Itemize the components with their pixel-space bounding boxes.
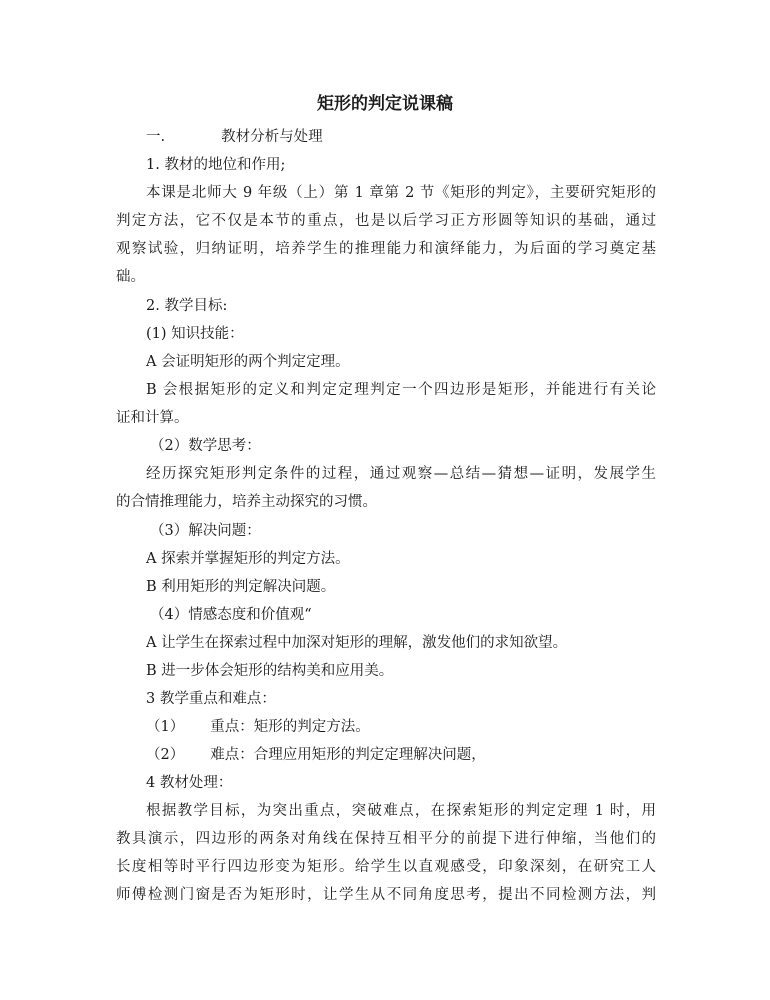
section-heading-1 — [146, 127, 323, 147]
subsection-heading: 1. 教材的地位和作用; — [146, 157, 286, 173]
paragraph-line: 础。 — [116, 269, 145, 285]
paragraph-line: 教具演示，四边形的两条对角线在保持互相平分的前提下进行伸缩，当他们的 — [116, 831, 656, 847]
item-text: 重点：矩形的判定方法。 — [210, 719, 370, 735]
list-item: B 进一步体会矩形的结构美和应用美。 — [146, 663, 394, 679]
subsection-heading: 3 教学重点和难点： — [146, 691, 276, 707]
paragraph-line: 观察试验，归纳证明，培养学生的推理能力和演绎能力，为后面的学习奠定基 — [116, 241, 656, 257]
list-item: A 让学生在探索过程中加深对矩形的理解，激发他们的求知欲望。 — [146, 635, 568, 651]
paragraph-line: 长度相等时平行四边形变为矩形。给学生以直观感受，印象深刻，在研究工人 — [116, 859, 656, 875]
paragraph-line: 判定方法，它不仅是本节的重点，也是以后学习正方形圆等知识的基础，通过 — [116, 213, 656, 229]
paragraph-line: 根据教学目标，为突出重点，突破难点，在探索矩形的判定定理 1 时，用 — [146, 803, 656, 819]
goal-heading: (1) 知识技能： — [146, 326, 244, 342]
list-item-continuation: 证和计算。 — [116, 410, 189, 426]
paragraph-line: 经历探究矩形判定条件的过程，通过观察—总结—猜想—证明，发展学生 — [146, 466, 656, 482]
goal-heading: （4）情感态度和价值观“ — [150, 607, 312, 623]
section-label: 教材分析与处理 — [221, 129, 323, 145]
key-point-item — [146, 745, 486, 765]
item-number: （1） — [146, 719, 185, 735]
subsection-heading: 4 教材处理： — [146, 775, 233, 791]
section-number: 一. — [146, 129, 166, 145]
paragraph-line: 的合情推理能力，培养主动探究的习惯。 — [116, 494, 377, 510]
item-text: 难点：合理应用矩形的判定定理解决问题， — [210, 747, 486, 763]
list-item: A 探索并掌握矩形的判定方法。 — [146, 551, 350, 567]
page-title: 矩形的判定说课稿 — [317, 94, 453, 114]
key-point-item — [146, 717, 370, 737]
list-item: B 利用矩形的判定解决问题。 — [146, 579, 336, 595]
goal-heading: （2）数学思考： — [150, 438, 261, 454]
list-item: A 会证明矩形的两个判定定理。 — [146, 354, 350, 370]
paragraph-line: 师傅检测门窗是否为矩形时，让学生从不同角度思考，提出不同检测方法，判 — [116, 887, 656, 903]
subsection-heading: 2. 教学目标: — [146, 298, 228, 314]
list-item: B 会根据矩形的定义和判定定理判定一个四边形是矩形，并能进行有关论 — [146, 382, 656, 398]
item-number: （2） — [146, 747, 185, 763]
goal-heading: （3）解决问题： — [150, 523, 261, 539]
paragraph-line: 本课是北师大 9 年级（上）第 1 章第 2 节《矩形的判定》，主要研究矩形的 — [146, 185, 656, 201]
